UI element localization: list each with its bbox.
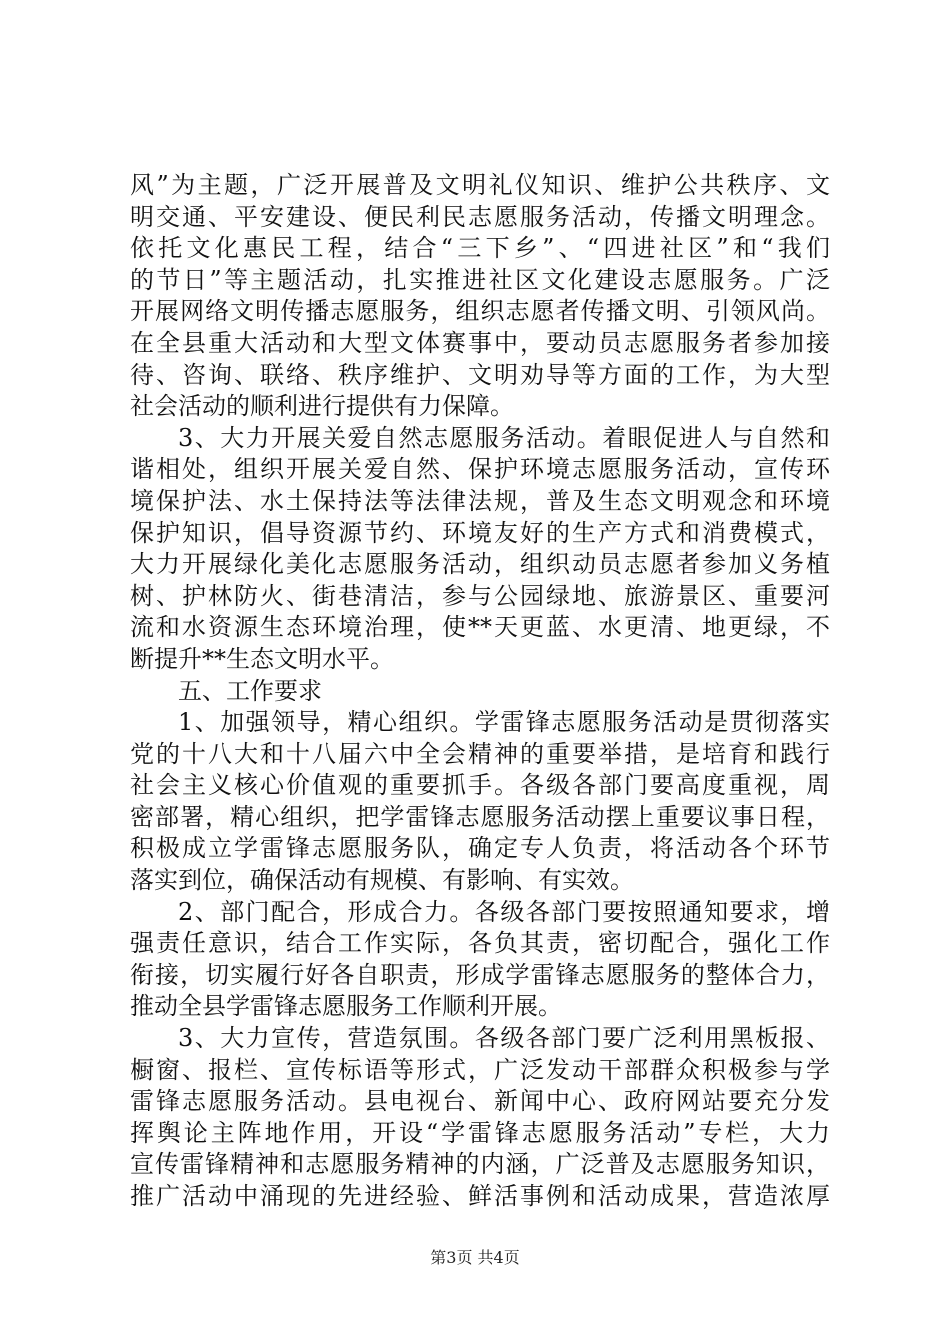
text-line: 密部署，精心组织，把学雷锋志愿服务活动摆上重要议事日程，: [130, 802, 830, 831]
text-line: 党的十八大和十八届六中全会精神的重要举措，是培育和践行: [130, 739, 830, 768]
text-line: 宣传雷锋精神和志愿服务精神的内涵，广泛普及志愿服务知识，: [130, 1150, 830, 1179]
text-line: 境保护法、水土保持法等法律法规，普及生态文明观念和环境: [130, 486, 830, 515]
text-line: 依托文化惠民工程，结合“三下乡”、“四进社区”和“我们: [130, 234, 830, 263]
text-line: 待、咨询、联络、秩序维护、文明劝导等方面的工作，为大型: [130, 360, 830, 389]
text-line: 3、大力开展关爱自然志愿服务活动。着眼促进人与自然和: [178, 423, 830, 452]
text-line: 树、护林防火、街巷清洁，参与公园绿地、旅游景区、重要河: [130, 581, 830, 610]
text-line: 推动全县学雷锋志愿服务工作顺利开展。: [130, 992, 562, 1021]
section-heading: 五、工作要求: [178, 676, 322, 705]
text-line: 的节日”等主题活动，扎实推进社区文化建设志愿服务。广泛: [130, 265, 830, 294]
text-line: 社会主义核心价值观的重要抓手。各级各部门要高度重视，周: [130, 771, 830, 800]
text-line: 保护知识，倡导资源节约、环境友好的生产方式和消费模式，: [130, 518, 830, 547]
text-line: 明交通、平安建设、便民利民志愿服务活动，传播文明理念。: [130, 202, 830, 231]
text-line: 橱窗、报栏、宣传标语等形式，广泛发动干部群众积极参与学: [130, 1055, 830, 1084]
text-line: 挥舆论主阵地作用，开设“学雷锋志愿服务活动”专栏，大力: [130, 1118, 830, 1147]
text-line: 开展网络文明传播志愿服务，组织志愿者传播文明、引领风尚。: [130, 297, 830, 326]
text-line: 3、大力宣传，营造氛围。各级各部门要广泛利用黑板报、: [178, 1024, 830, 1053]
text-line: 强责任意识，结合工作实际，各负其责，密切配合，强化工作: [130, 929, 830, 958]
text-line: 落实到位，确保活动有规模、有影响、有实效。: [130, 866, 634, 895]
text-line: 推广活动中涌现的先进经验、鲜活事例和活动成果，营造浓厚: [130, 1182, 830, 1210]
text-line: 大力开展绿化美化志愿服务活动，组织动员志愿者参加义务植: [130, 550, 830, 579]
text-line: 社会活动的顺利进行提供有力保障。: [130, 392, 514, 421]
text-line: 流和水资源生态环境治理，使**天更蓝、水更清、地更绿，不: [130, 613, 830, 642]
text-line: 断提升**生态文明水平。: [130, 644, 394, 673]
text-line: 积极成立学雷锋志愿服务队，确定专人负责，将活动各个环节: [130, 834, 830, 863]
text-line: 谐相处，组织开展关爱自然、保护环境志愿服务活动，宣传环: [130, 455, 830, 484]
document-body: [130, 170, 830, 1213]
text-line: 雷锋志愿服务活动。县电视台、新闻中心、政府网站要充分发: [130, 1087, 830, 1116]
text-line: 风”为主题，广泛开展普及文明礼仪知识、维护公共秩序、文: [130, 171, 830, 199]
text-line: 衔接，切实履行好各自职责，形成学雷锋志愿服务的整体合力，: [130, 960, 830, 989]
text-line: 2、部门配合，形成合力。各级各部门要按照通知要求，增: [178, 897, 830, 926]
text-line: 在全县重大活动和大型文体赛事中，要动员志愿服务者参加接: [130, 328, 830, 357]
page-number-label: 第3页 共4页: [430, 1248, 520, 1267]
text-line: 1、加强领导，精心组织。学雷锋志愿服务活动是贯彻落实: [178, 708, 830, 737]
page-footer: [0, 1245, 950, 1268]
